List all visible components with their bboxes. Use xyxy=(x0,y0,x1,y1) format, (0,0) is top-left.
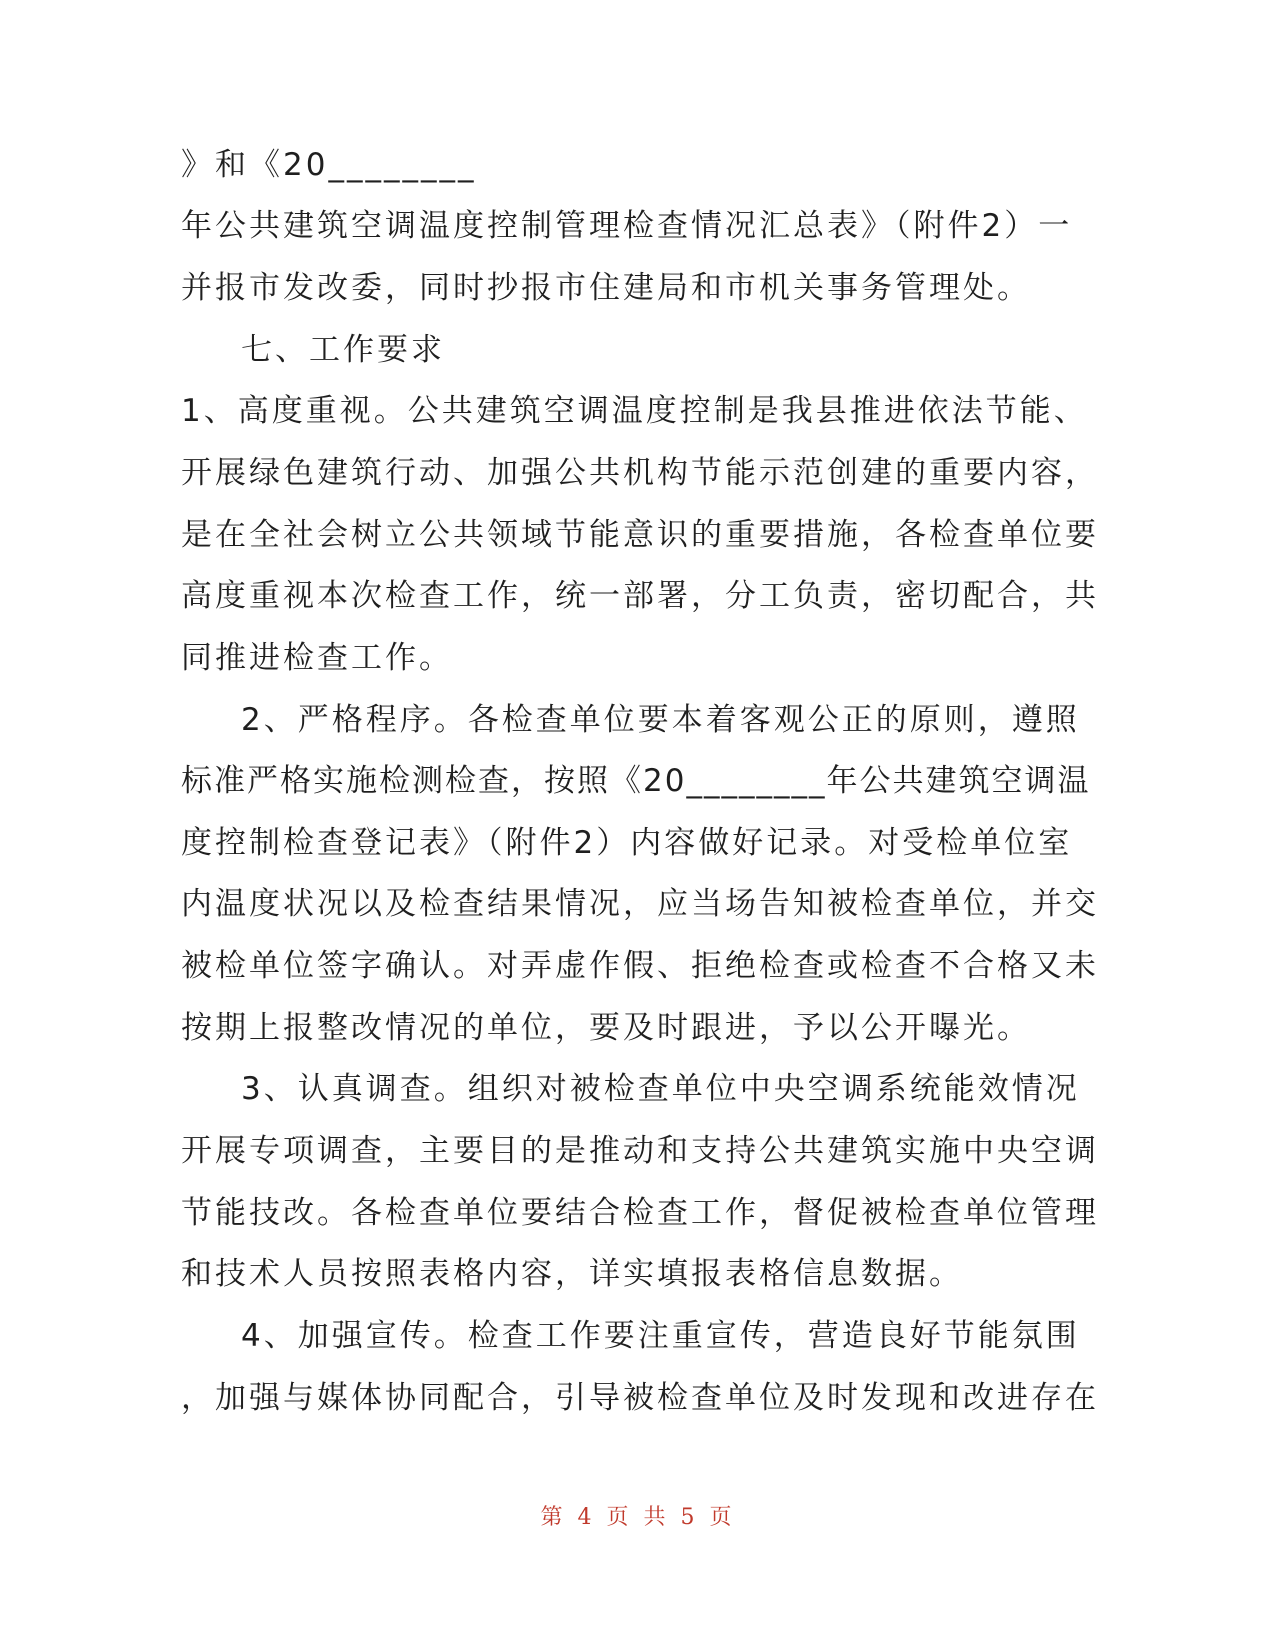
text-line: 标准严格实施检测检查，按照《20________年公共建筑空调温 xyxy=(181,763,1091,799)
text-line: 4、加强宣传。检查工作要注重宣传，营造良好节能氛围 xyxy=(241,1318,1080,1354)
text-line: 和技术人员按照表格内容，详实填报表格信息数据。 xyxy=(181,1256,963,1292)
current-page-number: 4 xyxy=(577,1505,595,1530)
text-line: 1、高度重视。公共建筑空调温度控制是我县推进依法节能、 xyxy=(181,393,1088,429)
text-line: 按期上报整改情况的单位，要及时跟进，予以公开曝光。 xyxy=(181,1010,1031,1046)
section-heading: 七、工作要求 xyxy=(241,332,445,368)
footer-label: 共 xyxy=(643,1505,669,1530)
text-line: 3、认真调查。组织对被检查单位中央空调系统能效情况 xyxy=(241,1071,1080,1107)
text-line: 并报市发改委，同时抄报市住建局和市机关事务管理处。 xyxy=(181,270,1031,306)
text-line: 年公共建筑空调温度控制管理检查情况汇总表》（附件2）一 xyxy=(181,208,1073,244)
text-line: ，加强与媒体协同配合，引导被检查单位及时发现和改进存在 xyxy=(181,1380,1099,1416)
page-footer xyxy=(0,1500,1275,1531)
total-pages-number: 5 xyxy=(680,1505,698,1530)
footer-label: 页 xyxy=(606,1505,632,1530)
footer-label: 页 xyxy=(709,1505,735,1530)
text-line: 度控制检查登记表》（附件2）内容做好记录。对受检单位室 xyxy=(181,825,1073,861)
footer-label: 第 xyxy=(540,1505,566,1530)
text-line: 2、严格程序。各检查单位要本着客观公正的原则，遵照 xyxy=(241,702,1080,738)
text-line: 高度重视本次检查工作，统一部署，分工负责，密切配合，共 xyxy=(181,578,1099,614)
text-line: 同推进检查工作。 xyxy=(181,640,453,676)
text-line: 开展专项调查，主要目的是推动和支持公共建筑实施中央空调 xyxy=(181,1133,1099,1169)
text-line: 内温度状况以及检查结果情况，应当场告知被检查单位，并交 xyxy=(181,886,1099,922)
text-line: 是在全社会树立公共领域节能意识的重要措施，各检查单位要 xyxy=(181,517,1099,553)
text-line: 开展绿色建筑行动、加强公共机构节能示范创建的重要内容， xyxy=(181,455,1099,491)
text-line: 被检单位签字确认。对弄虚作假、拒绝检查或检查不合格又未 xyxy=(181,948,1099,984)
text-line: 节能技改。各检查单位要结合检查工作，督促被检查单位管理 xyxy=(181,1195,1099,1231)
text-line: 》和《20________ xyxy=(181,147,477,183)
